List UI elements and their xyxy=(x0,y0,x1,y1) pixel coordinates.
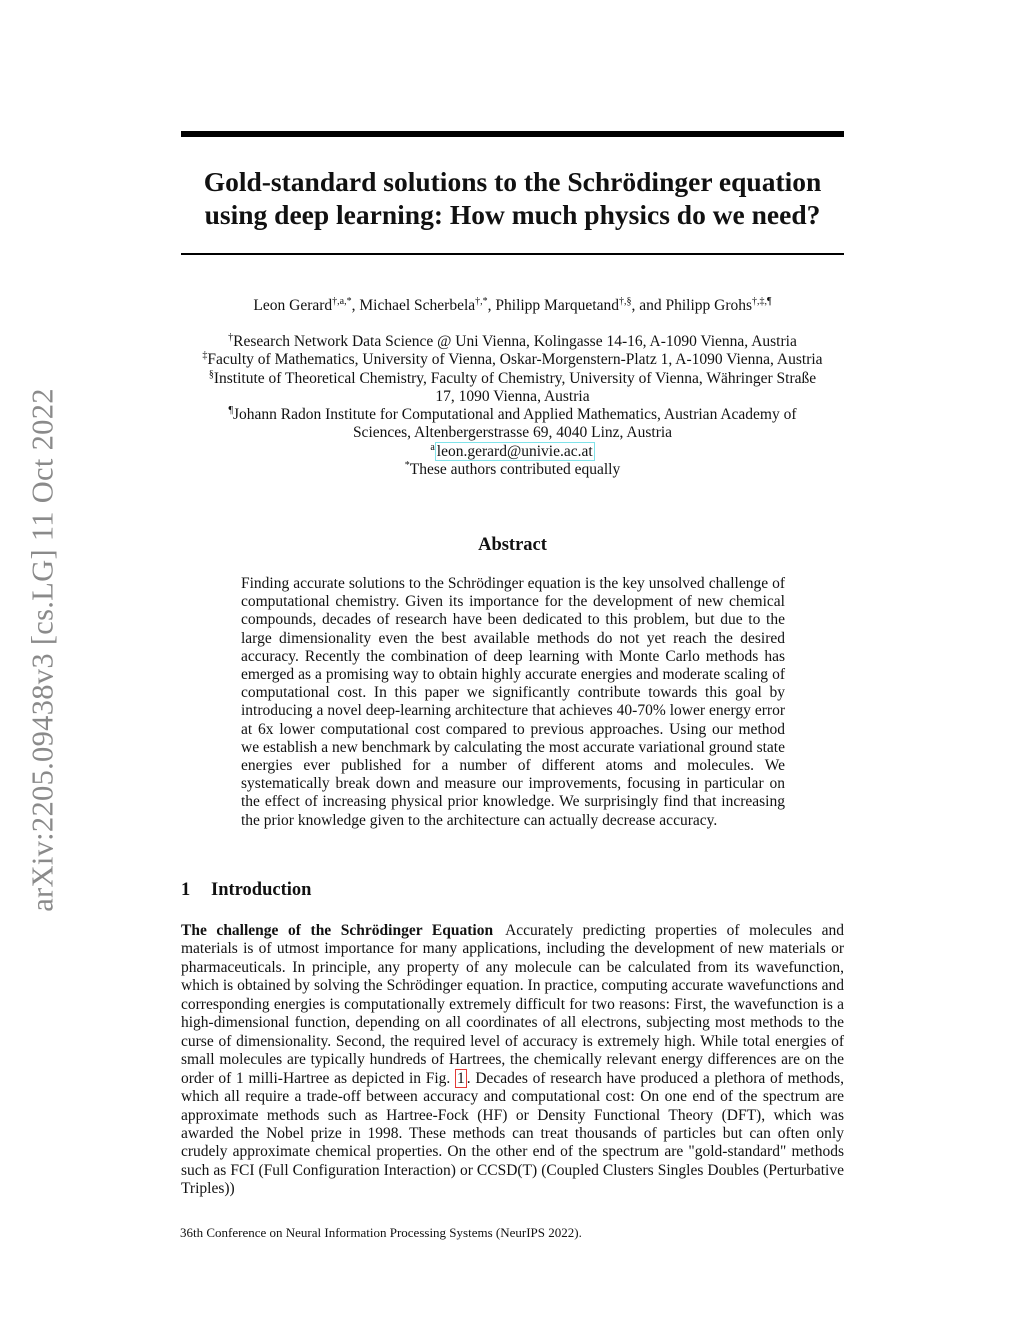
affiliation-mark: § xyxy=(208,368,214,380)
title-line-2: using deep learning: How much physics do we need? xyxy=(204,199,821,230)
title-line-1: Gold-standard solutions to the Schrödinger equation xyxy=(203,166,822,197)
email-link[interactable]: leon.gerard@univie.ac.at xyxy=(436,442,593,460)
author-separator: , and xyxy=(631,297,666,314)
affiliation-text: Johann Radon Institute for Computational and Applied Mathematics, Austrian Academy of xyxy=(233,406,797,424)
conference-footer: 36th Conference on Neural Information Processing Systems (NeurIPS 2022). xyxy=(180,1225,582,1240)
section-heading xyxy=(181,880,311,901)
title-bottom-rule xyxy=(181,253,844,255)
abstract-heading: Abstract xyxy=(478,535,547,555)
email-mark: a xyxy=(430,441,435,453)
author-marks: †,§ xyxy=(618,295,632,307)
author-marks: †,‡,¶ xyxy=(752,295,772,307)
author-name: Leon Gerard xyxy=(253,297,333,314)
affiliation-mark: ‡ xyxy=(202,350,208,362)
affiliation-2 xyxy=(175,351,850,369)
title-top-rule xyxy=(181,131,844,137)
email-line xyxy=(175,443,850,461)
author-name: Michael Scherbela xyxy=(359,297,476,314)
equal-contribution-note xyxy=(175,461,850,479)
author-list xyxy=(181,297,844,315)
paragraph-heading: The challenge of the Schrödinger Equation xyxy=(181,922,494,939)
author-separator: , xyxy=(351,297,360,314)
affiliation-text: Faculty of Mathematics, University of Vienna, Oskar-Morgenstern-Platz 1, A-1090 Vienna, Austria xyxy=(207,351,823,369)
section-number: 1 xyxy=(181,880,191,900)
affiliation-mark: ¶ xyxy=(228,405,234,417)
author-name: Philipp Grohs xyxy=(665,297,753,314)
section-title: Introduction xyxy=(211,880,312,900)
affiliations xyxy=(175,333,850,479)
author-separator: , xyxy=(487,297,496,314)
author-name: Philipp Marquetand xyxy=(495,297,619,314)
arxiv-sidebar xyxy=(19,355,67,945)
affiliation-4-cont: Sciences, Altenbergerstrasse 69, 4040 Linz, Austria xyxy=(352,424,673,442)
affiliation-3-cont: 17, 1090 Vienna, Austria xyxy=(435,387,590,405)
equal-mark: * xyxy=(404,459,410,471)
affiliation-text: Institute of Theoretical Chemistry, Faculty of Chemistry, University of Vienna, Währinger Straße xyxy=(213,369,817,387)
affiliation-text: Research Network Data Science @ Uni Vienna, Kolingasse 14-16, A-1090 Vienna, Austria xyxy=(233,333,797,350)
intro-paragraph xyxy=(181,922,844,1199)
intro-text-1: Accurately predicting properties of molecules and materials is of utmost importance for many applications, including the development of new materials or pharmaceuticals. In principle, any property of any molecule can be calculated from its wavefunction, which is obtained by solving the Schrödinger equation. In practice, computing accurate wavefunctions and corresponding energies is computationally extremely difficult for two reasons: First, the wavefunction is a high-dimensional function, depending on all coordinates of all electrons, subjecting most methods to the curse of dimensionality. Second, the required level of accuracy is extremely high. While total energies of small molecules are typically hundreds of Hartrees, the chemically relevant energy differences are on the order of 1 milli-Hartree as depicted in Fig. xyxy=(181,922,844,1087)
intro-text-2: . Decades of research have produced a plethora of methods, which all require a trade-off between accuracy and computational cost: On one end of the spectrum are approximate methods such as Hartree-Fock (HF) or Density Functional Theory (DFT), which was awarded the Nobel prize in 1998. These methods can treat thousands of particles but can often only crudely approximate chemical properties. On the other end of the spectrum are "gold-standard" methods such as FCI (Full Configuration Interaction) or CCSD(T) (Coupled Clusters Singles Doubles (Perturbative Triples)) xyxy=(181,1069,845,1198)
affiliation-mark: † xyxy=(228,331,234,343)
affiliation-4 xyxy=(175,406,850,424)
author-marks: †,a,* xyxy=(332,295,352,307)
figure-reference-link[interactable]: 1 xyxy=(457,1069,465,1087)
author-marks: †,* xyxy=(475,295,488,307)
abstract-text: Finding accurate solutions to the Schrödinger equation is the key unsolved challenge of computational chemistry. Given its importance for the development of new chemical compounds, decades of research have been dedicated to this problem, but due to the large dimensionality even the best available methods do not yet reach the desired accuracy. Recently the combination of deep learning with Monte Carlo methods has emerged as a promising way to obtain highly accurate energies and moderate scaling of computational cost. In this paper we significantly contribute towards this goal by introducing a novel deep-learning architecture that achieves 40-70% lower energy error at 6x lower computational cost compared to previous approaches. Using our method we establish a new benchmark by calculating the most accurate variational ground state energies ever published for a number of different atoms and molecules. We systematically break down and measure our improvements, focusing in particular on the effect of increasing physical prior knowledge. We surprisingly find that increasing the prior knowledge given to the architecture can actually decrease accuracy. xyxy=(241,575,785,829)
arxiv-identifier: arXiv:2205.09438v3 [cs.LG] 11 Oct 2022 xyxy=(25,388,60,912)
affiliation-3 xyxy=(175,370,850,388)
affiliation-1 xyxy=(175,333,850,351)
equal-contribution-text: These authors contributed equally xyxy=(409,461,621,479)
paper-title xyxy=(181,165,844,231)
